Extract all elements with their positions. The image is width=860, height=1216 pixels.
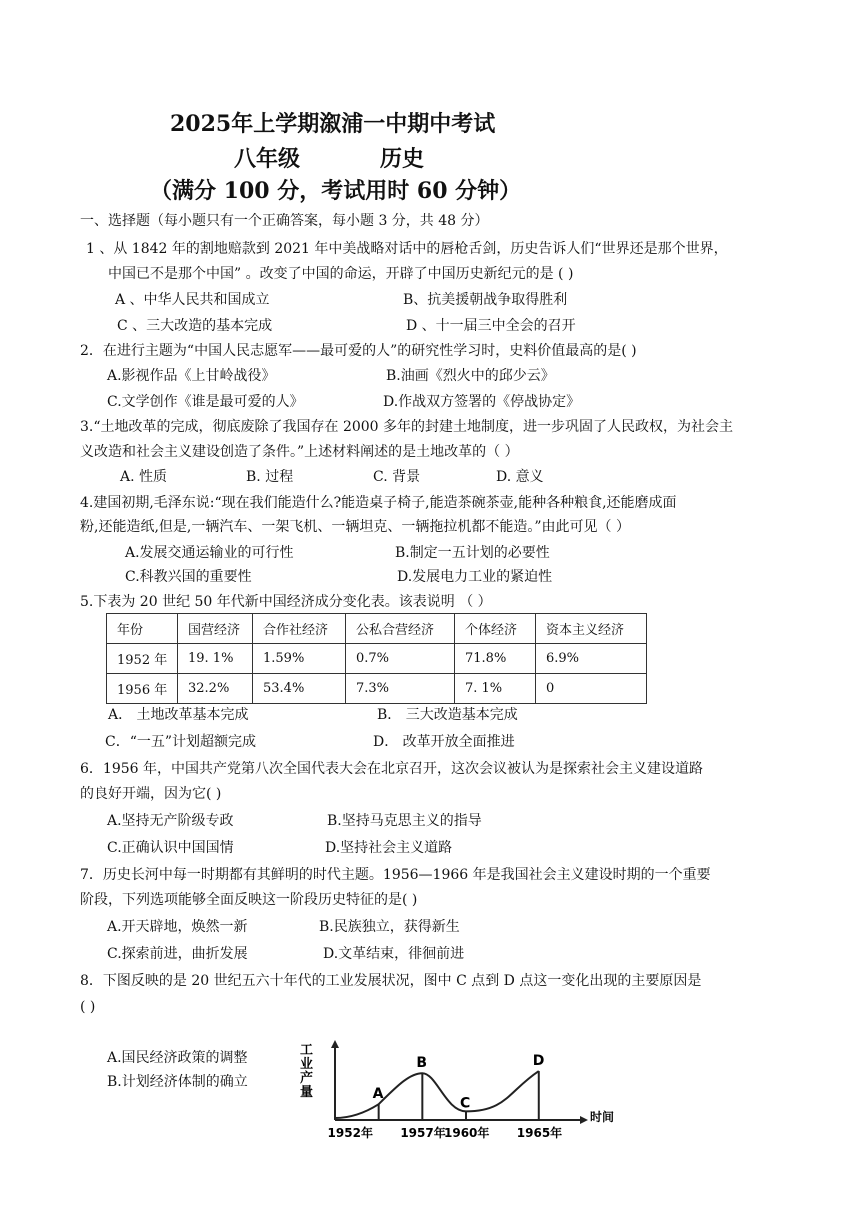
- q2-option-b: B.油画《烈火中的邱少云》: [386, 368, 555, 384]
- subject-label: 历史: [380, 146, 425, 172]
- q7-option-c: C.探索前进，曲折发展: [107, 946, 248, 962]
- q6-option-c: C.正确认识中国国情: [107, 840, 234, 856]
- q3-option-b: B. 过程: [246, 469, 294, 485]
- table-header-cell: 合作社经济: [253, 614, 346, 644]
- series-line: [335, 1071, 539, 1118]
- q4-option-c: C.科教兴国的重要性: [125, 569, 252, 585]
- q3-stem-line1: 3.“土地改革的完成，彻底废除了我国存在 2000 多年的封建土地制度，进一步巩固了人民政权，为社会主: [80, 419, 734, 435]
- q2-option-a: A.影视作品《上甘岭战役》: [107, 368, 276, 384]
- point-label-b: B: [416, 1055, 428, 1072]
- q4-stem-line2: 粉,还能造纸,但是,一辆汽车、一架飞机、一辆坦克、一辆拖拉机都不能造。”由此可见（ ）: [80, 519, 630, 535]
- y-axis-label: [300, 1043, 313, 1100]
- q6-option-d: D.坚持社会主义道路: [325, 840, 453, 856]
- exam-info: （满分 100 分，考试用时 60 分钟）: [150, 178, 522, 204]
- table-header-cell: 资本主义经济: [536, 614, 647, 644]
- q5-option-b: B． 三大改造基本完成: [377, 707, 518, 723]
- q1-option-b: B、抗美援朝战争取得胜利: [403, 292, 568, 308]
- tick-labels: [328, 1125, 563, 1140]
- point-label-c: C: [460, 1095, 471, 1112]
- y-axis-arrow: [331, 1040, 339, 1048]
- q6-stem-line1: 6．1956 年，中国共产党第八次全国代表大会在北京召开，这次会议被认为是探索社会主义建设道路: [80, 761, 703, 777]
- q7-option-d: D.文革结束，徘徊前进: [323, 946, 465, 962]
- tick-label: 1957年: [400, 1126, 446, 1140]
- q1-option-c: C 、三大改造的基本完成: [117, 318, 273, 334]
- industry-output-chart: [300, 1040, 630, 1140]
- table-header-row: [107, 614, 647, 644]
- q3-stem-line2: 义改造和社会主义建设创造了条件。”上述材料阐述的是土地改革的（ ）: [80, 444, 519, 460]
- q4-stem-line1: 4.建国初期,毛泽东说:“现在我们能造什么?能造桌子椅子,能造茶碗茶壶,能种各种粮食,还能磨成面: [80, 495, 677, 511]
- q8-stem-line1: 8．下图反映的是 20 世纪五六十年代的工业发展状况，图中 C 点到 D 点这一变化出现的主要原因是: [80, 973, 702, 989]
- x-axis-arrow: [580, 1116, 588, 1124]
- table-header-cell: 个体经济: [455, 614, 536, 644]
- tick-label: 1952年: [327, 1126, 373, 1140]
- table-cell: 71.8%: [455, 644, 536, 674]
- q7-stem-line2: 阶段，下列选项能够全面反映这一阶段历史特征的是( ): [80, 892, 418, 908]
- q5-option-d: D． 改革开放全面推进: [373, 734, 515, 750]
- table-header-cell: 年份: [107, 614, 178, 644]
- q6-stem-line2: 的良好开端，因为它( ): [80, 786, 222, 802]
- table-cell: 7. 1%: [455, 674, 536, 704]
- section-heading: 一、选择题（每小题只有一个正确答案，每小题 3 分，共 48 分）: [80, 213, 489, 229]
- q1-option-d: D 、十一届三中全会的召开: [406, 318, 576, 334]
- table-row: [107, 644, 647, 674]
- q5-stem: 5.下表为 20 世纪 50 年代新中国经济成分变化表。该表说明 （ ）: [80, 594, 492, 610]
- q3-option-a: A. 性质: [120, 469, 168, 485]
- table-cell: 1952 年: [107, 644, 178, 674]
- q7-option-b: B.民族独立，获得新生: [319, 919, 460, 935]
- q4-option-b: B.制定一五计划的必要性: [395, 545, 550, 561]
- y-axis-label-char: 量: [300, 1085, 314, 1100]
- q3-option-c: C. 背景: [373, 469, 421, 485]
- q5-option-a: A． 土地改革基本完成: [108, 707, 249, 723]
- q3-option-d: D. 意义: [496, 469, 544, 485]
- q2-option-d: D.作战双方签署的《停战协定》: [383, 394, 581, 410]
- table-cell: 1956 年: [107, 674, 178, 704]
- y-axis-label-char: 产: [300, 1071, 314, 1086]
- q8-option-a: A.国民经济政策的调整: [107, 1050, 248, 1066]
- q1-option-a: A 、中华人民共和国成立: [115, 292, 270, 308]
- grade-label: 八年级: [234, 146, 301, 172]
- q5-option-c: C．“一五”计划超额完成: [105, 734, 257, 750]
- point-label-a: A: [372, 1086, 384, 1103]
- point-label-d: D: [532, 1053, 545, 1070]
- y-axis-label-char: 工: [300, 1043, 314, 1058]
- q2-option-c: C.文学创作《谁是最可爱的人》: [107, 394, 304, 410]
- economy-table: [106, 613, 647, 704]
- table-cell: 7.3%: [346, 674, 455, 704]
- q2-stem: 2．在进行主题为“中国人民志愿军——最可爱的人”的研究性学习时，史料价值最高的是( ): [80, 343, 637, 359]
- y-axis-label-char: 业: [300, 1057, 314, 1072]
- q4-option-d: D.发展电力工业的紧迫性: [397, 569, 553, 585]
- table-header-cell: 国营经济: [178, 614, 253, 644]
- table-row: [107, 674, 647, 704]
- table-cell: 32.2%: [178, 674, 253, 704]
- q6-option-a: A.坚持无产阶级专政: [107, 813, 234, 829]
- table-cell: 53.4%: [253, 674, 346, 704]
- table-cell: 0: [536, 674, 647, 704]
- table-cell: 19. 1%: [178, 644, 253, 674]
- x-axis-label: 时间: [590, 1110, 615, 1124]
- exam-title: 2025年上学期溆浦一中期中考试: [170, 111, 496, 137]
- table-cell: 6.9%: [536, 644, 647, 674]
- table-header-cell: 公私合营经济: [346, 614, 455, 644]
- q6-option-b: B.坚持马克思主义的指导: [327, 813, 482, 829]
- table-cell: 1.59%: [253, 644, 346, 674]
- q1-stem-line1: 1 、从 1842 年的割地赔款到 2021 年中美战略对话中的唇枪舌剑，历史告诉人们“世界还是那个世界，: [86, 241, 728, 257]
- tick-label: 1965年: [516, 1126, 563, 1140]
- q7-stem-line1: 7．历史长河中每一时期都有其鲜明的时代主题。1956—1966 年是我国社会主义建设时期的一个重要: [80, 867, 711, 883]
- table-cell: 0.7%: [346, 644, 455, 674]
- tick-label: 1960年: [444, 1126, 490, 1140]
- q8-stem-line2: ( ): [80, 999, 96, 1015]
- q4-option-a: A.发展交通运输业的可行性: [125, 545, 294, 561]
- q8-option-b: B.计划经济体制的确立: [107, 1074, 248, 1090]
- q1-stem-line2: 中国已不是那个中国” 。改变了中国的命运，开辟了中国历史新纪元的是 ( ): [108, 266, 574, 282]
- q7-option-a: A.开天辟地，焕然一新: [107, 919, 248, 935]
